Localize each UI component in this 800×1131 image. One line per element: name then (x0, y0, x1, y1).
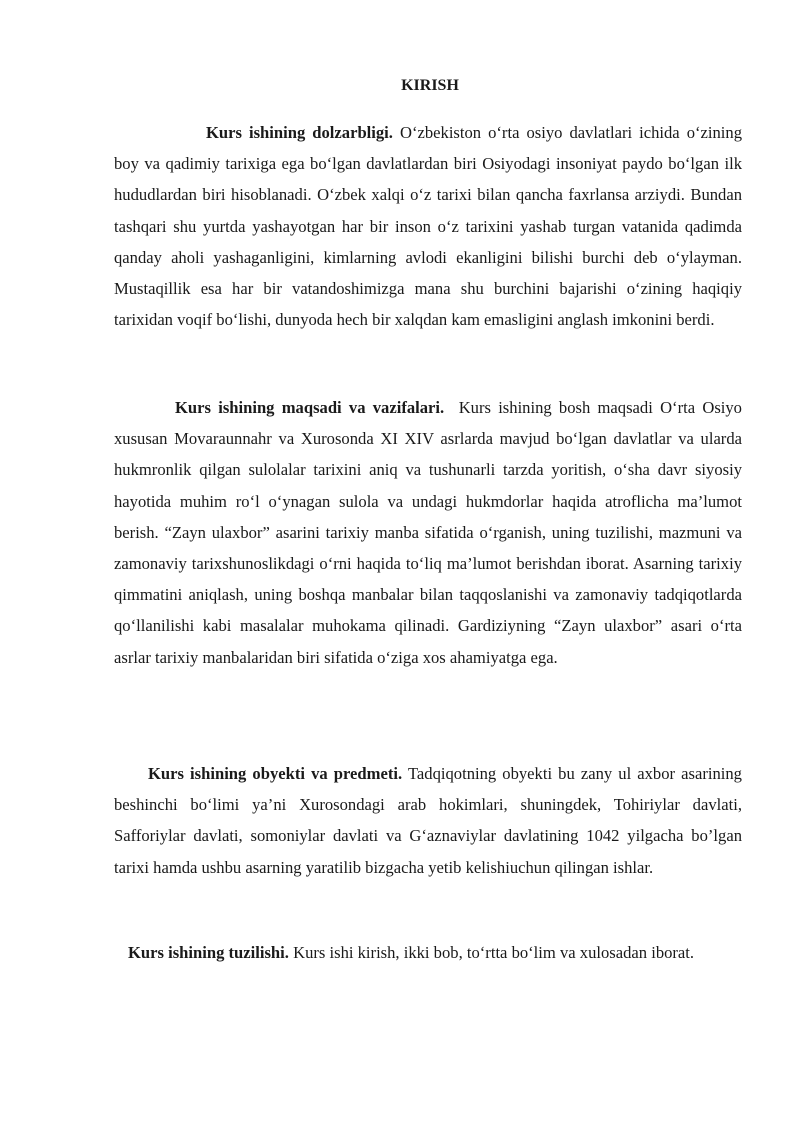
paragraph-lead: Kurs ishining obyekti va predmeti. (148, 764, 403, 783)
paragraph-lead: Kurs ishining maqsadi va vazifalari. (175, 398, 445, 417)
paragraph-structure (114, 937, 742, 968)
paragraph-goals (114, 392, 742, 673)
paragraph-text: Kurs ishining bosh maqsadi O‘rta Osiyo xususan Movaraunnahr va Xurosonda XI XIV asrlarda mavjud bo‘lgan davlatlar va ularda hukmronlik qilgan sulolalar tarixini aniq va tushunarli tarzda yoritish, o‘sha davr siyosiy hayotida muhim ro‘l o‘ynagan sulola va undagi hukmdorlar haqida atroflicha ma’lumot berish. “Zayn ulaxbor” asarini tarixiy manba sifatida o‘rganish, uning tuzilishi, mazmuni va zamonaviy tarixshunoslikdagi o‘rni haqida to‘liq ma’lumot berishdan iborat. Asarning tarixiy qimmatini aniqlash, uning boshqa manbalar bilan taqqoslanishi va zamonaviy tadqiqotlarda qo‘llanilishi kabi masalalar muhokama qilinadi. Gardiziyning “Zayn ulaxbor” asari o‘rta asrlar tarixiy manbalaridan biri sifatida o‘ziga xos ahamiyatga ega. (114, 398, 742, 667)
paragraph-text: O‘zbekiston o‘rta osiyo davlatlari ichida o‘zining boy va qadimiy tarixiga ega bo‘lgan davlatlardan biri Osiyodagi insoniyat paydo bo‘lgan ilk hududlardan biri hisoblanadi. O‘zbek xalqi o‘z tarixi bilan qancha faxrlansa arziydi. Bundan tashqari shu yurtda yashayotgan har bir inson o‘z tarixini yashab turgan vatanida qadimda qanday aholi yashaganligini, kimlarning avlodi ekanligini bilishi burchi deb o‘ylayman. Mustaqillik esa har bir vatandoshimizga mana shu burchini bajarishi o‘zining haqiqiy tarixidan voqif bo‘lishi, dunyoda hech bir xalqdan kam emasligini anglash imkonini berdi. (114, 123, 742, 330)
paragraph-text: Tadqiqotning obyekti bu zany ul axbor asarining beshinchi bo‘limi ya’ni Xurosondagi arab hokimlari, shuningdek, Tohiriylar davlati, Safforiylar davlati, somoniylar davlati va G‘aznaviylar davlatining 1042 yilgacha bo’lgan tarixi hamda ushbu asarning yaratilib bizgacha yetib kelishiuchun qilingan ishlar. (114, 764, 742, 877)
page-title: KIRISH (401, 77, 459, 94)
paragraph-relevance (114, 117, 742, 335)
paragraph-object-subject (114, 758, 742, 883)
paragraph-lead: Kurs ishining dolzarbligi. (206, 123, 393, 142)
paragraph-lead: Kurs ishining tuzilishi. (128, 943, 289, 962)
paragraph-text: Kurs ishi kirish, ikki bob, to‘rtta bo‘lim va xulosadan iborat. (293, 943, 695, 962)
